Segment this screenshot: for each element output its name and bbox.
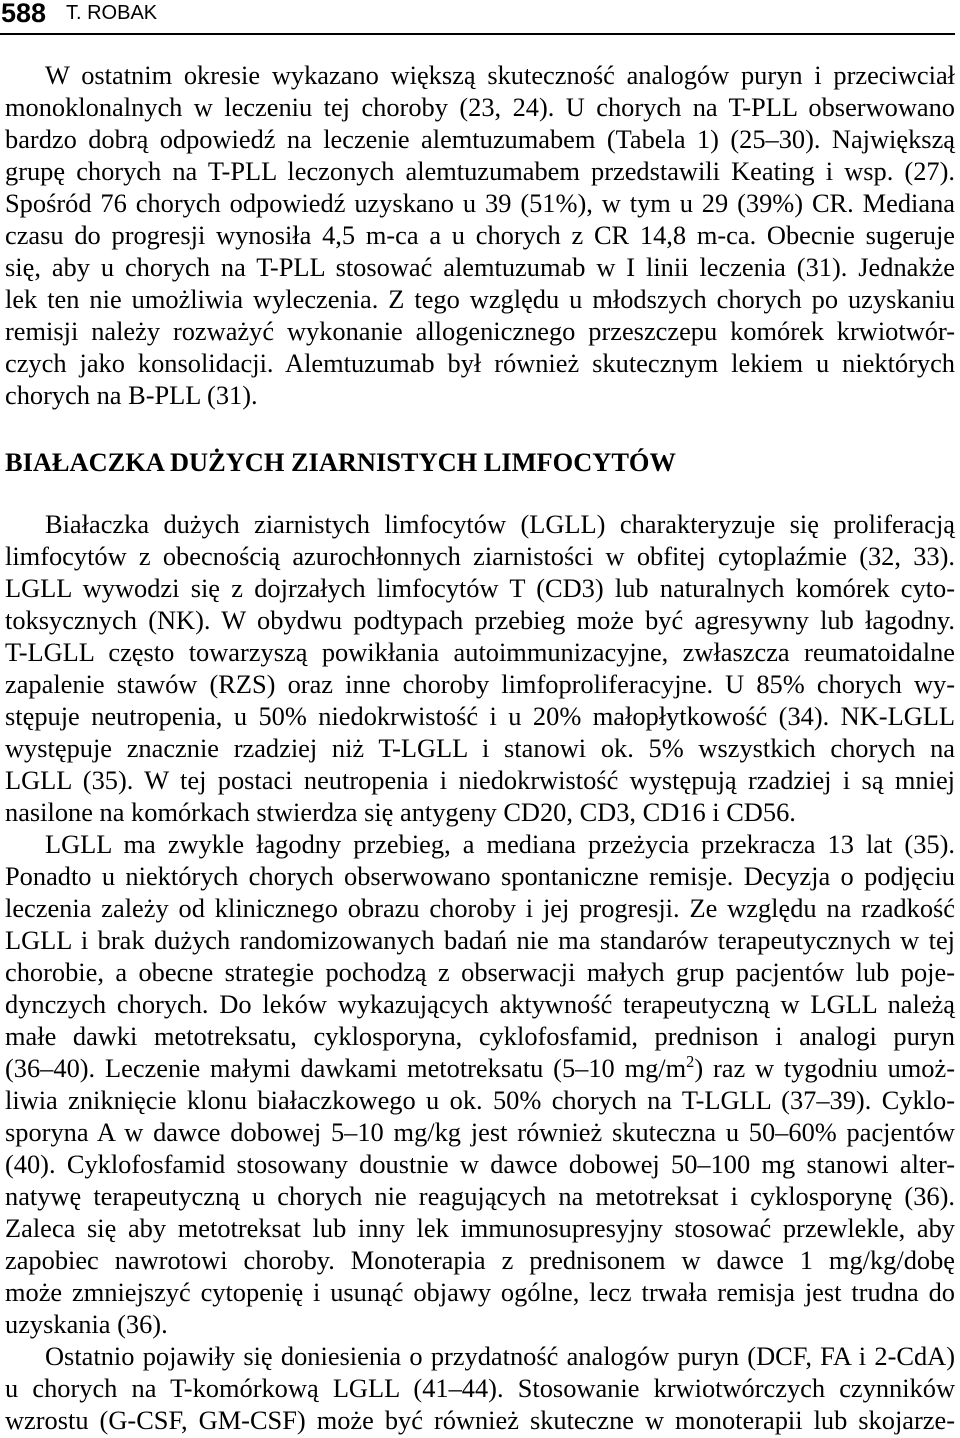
text-line: [5, 1052, 955, 1084]
text-line: LGLL i brak dużych randomizowanych badań nie ma standarów terapeutycznych w tej: [5, 925, 955, 955]
text-segment: ) raz w tygodniu umoż-: [694, 1053, 955, 1083]
text-line: wzrostu (G-CSF, GM-CSF) może być również skuteczne w monoterapii lub skojarze-: [5, 1405, 955, 1435]
text-segment: (36–40). Leczenie małymi dawkami metotreksatu (5–10 mg/m: [5, 1053, 687, 1083]
text-line: bardzo dobrą odpowiedź na leczenie alemtuzumabem (Tabela 1) (25–30). Największą: [5, 124, 955, 154]
text-line: LGLL ma zwykle łagodny przebieg, a mediana przeżycia przekracza 13 lat (35).: [45, 829, 955, 859]
text-line: monoklonalnych w leczeniu tej choroby (23, 24). U chorych na T-PLL obserwowano: [5, 92, 955, 122]
article-body: [5, 59, 955, 1436]
text-line: dynczych chorych. Do leków wykazujących aktywność terapeutyczną w LGLL należą: [5, 989, 955, 1019]
text-line: T-LGLL często towarzyszą powikłania autoimmunizacyjne, zwłaszcza reumatoidalne: [5, 637, 955, 667]
text-line: sporyna A w dawce dobowej 5–10 mg/kg jest również skuteczna u 50–60% pacjentów: [5, 1117, 955, 1147]
text-line: się, aby u chorych na T-PLL stosować alemtuzumab w I linii leczenia (31). Jednakże: [5, 252, 955, 282]
text-line: zapobiec nawrotowi choroby. Monoterapia z prednisonem w dawce 1 mg/kg/dobę: [5, 1245, 955, 1275]
superscript: 2: [686, 1052, 695, 1072]
text-line: natywę terapeutyczną u chorych nie reagujących na metotreksat i cyklosporynę (36).: [5, 1181, 955, 1211]
text-line: leczenia zależy od klinicznego obrazu choroby i jej progresji. Ze względu na rzadkość: [5, 893, 955, 923]
section-heading: BIAŁACZKA DUŻYCH ZIARNISTYCH LIMFOCYTÓW: [5, 447, 676, 477]
paragraph: [5, 828, 955, 1340]
text-line: może zmniejszyć cytopenię i usunąć objawy ogólne, lecz trwała remisja jest trudna do: [5, 1277, 955, 1307]
text-line: limfocytów z obecnością azurochłonnych ziarnistości w obfitej cytoplaźmie (32, 33).: [5, 541, 955, 571]
text-line: małe dawki metotreksatu, cyklosporyna, cyklofosfamid, prednison i analogi puryn: [5, 1021, 955, 1051]
paragraph: [5, 59, 955, 411]
text-line: chorobie, a obecne strategie pochodzą z obserwacji małych grup pacjentów lub poje-: [5, 957, 955, 987]
text-line: grupę chorych na T-PLL leczonych alemtuzumabem przedstawili Keating i wsp. (27).: [5, 156, 955, 186]
text-line: liwia zniknięcie klonu białaczkowego u ok. 50% chorych na T-LGLL (37–39). Cyklo-: [5, 1085, 955, 1115]
text-line: występuje znacznie rzadziej niż T-LGLL i stanowi ok. 5% wszystkich chorych na: [5, 733, 955, 763]
text-line: toksycznych (NK). W obydwu podtypach przebieg może być agresywny lub łagodny.: [5, 605, 955, 635]
paragraph: [5, 508, 955, 828]
text-line: stępuje neutropenia, u 50% niedokrwistość i u 20% małopłytkowość (34). NK-LGLL: [5, 701, 955, 731]
text-line: Zaleca się aby metotreksat lub inny lek immunosupresyjny stosować przewlekle, aby: [5, 1213, 955, 1243]
text-line: Ponadto u niektórych chorych obserwowano spontaniczne remisje. Decyzja o podjęciu: [5, 861, 955, 891]
text-line: W ostatnim okresie wykazano większą skuteczność analogów puryn i przeciwciał: [45, 60, 955, 90]
text-line: (40). Cyklofosfamid stosowany doustnie w dawce dobowej 50–100 mg stanowi alter-: [5, 1149, 955, 1179]
text-line: Spośród 76 chorych odpowiedź uzyskano u 39 (51%), w tym u 29 (39%) CR. Mediana: [5, 188, 955, 218]
section-paragraphs: [5, 508, 955, 1436]
text-line: lek ten nie umożliwia wyleczenia. Z tego względu u młodszych chorych po uzyskaniu: [5, 284, 955, 314]
section-continued: [5, 59, 955, 411]
running-head-author: T. ROBAK: [66, 2, 158, 24]
text-line: u chorych na T-komórkową LGLL (41–44). Stosowanie krwiotwórczych czynników: [5, 1373, 955, 1403]
text-line: Białaczka dużych ziarnistych limfocytów (LGLL) charakteryzuje się proliferacją: [45, 509, 955, 539]
text-line: zapalenie stawów (RZS) oraz inne choroby limfoproliferacyjne. U 85% chorych wy-: [5, 669, 955, 699]
text-line: Ostatnio pojawiły się doniesienia o przydatność analogów puryn (DCF, FA i 2-CdA): [45, 1341, 955, 1371]
header-rule: [0, 33, 955, 35]
text-line: uzyskania (36).: [5, 1309, 168, 1339]
paragraph: [5, 1340, 955, 1436]
text-line: LGLL wywodzi się z dojrzałych limfocytów T (CD3) lub naturalnych komórek cyto-: [5, 573, 955, 603]
text-line: chorych na B-PLL (31).: [5, 380, 258, 410]
text-line: czasu do progresji wynosiła 4,5 m-ca a u chorych z CR 14,8 m-ca. Obecnie sugeruje: [5, 220, 955, 250]
page-number: 588: [1, 0, 47, 28]
running-header: [0, 0, 955, 36]
text-line: nasilone na komórkach stwierdza się antygeny CD20, CD3, CD16 i CD56.: [5, 797, 796, 827]
text-line: remisji należy rozważyć wykonanie allogenicznego przeszczepu komórek krwiotwór-: [5, 316, 955, 346]
text-line: LGLL (35). W tej postaci neutropenia i niedokrwistość występują rzadziej i są mniej: [5, 765, 955, 795]
section-lgll: [5, 446, 955, 1436]
text-line: czych jako konsolidacji. Alemtuzumab był również skutecznym lekiem u niektórych: [5, 348, 955, 378]
